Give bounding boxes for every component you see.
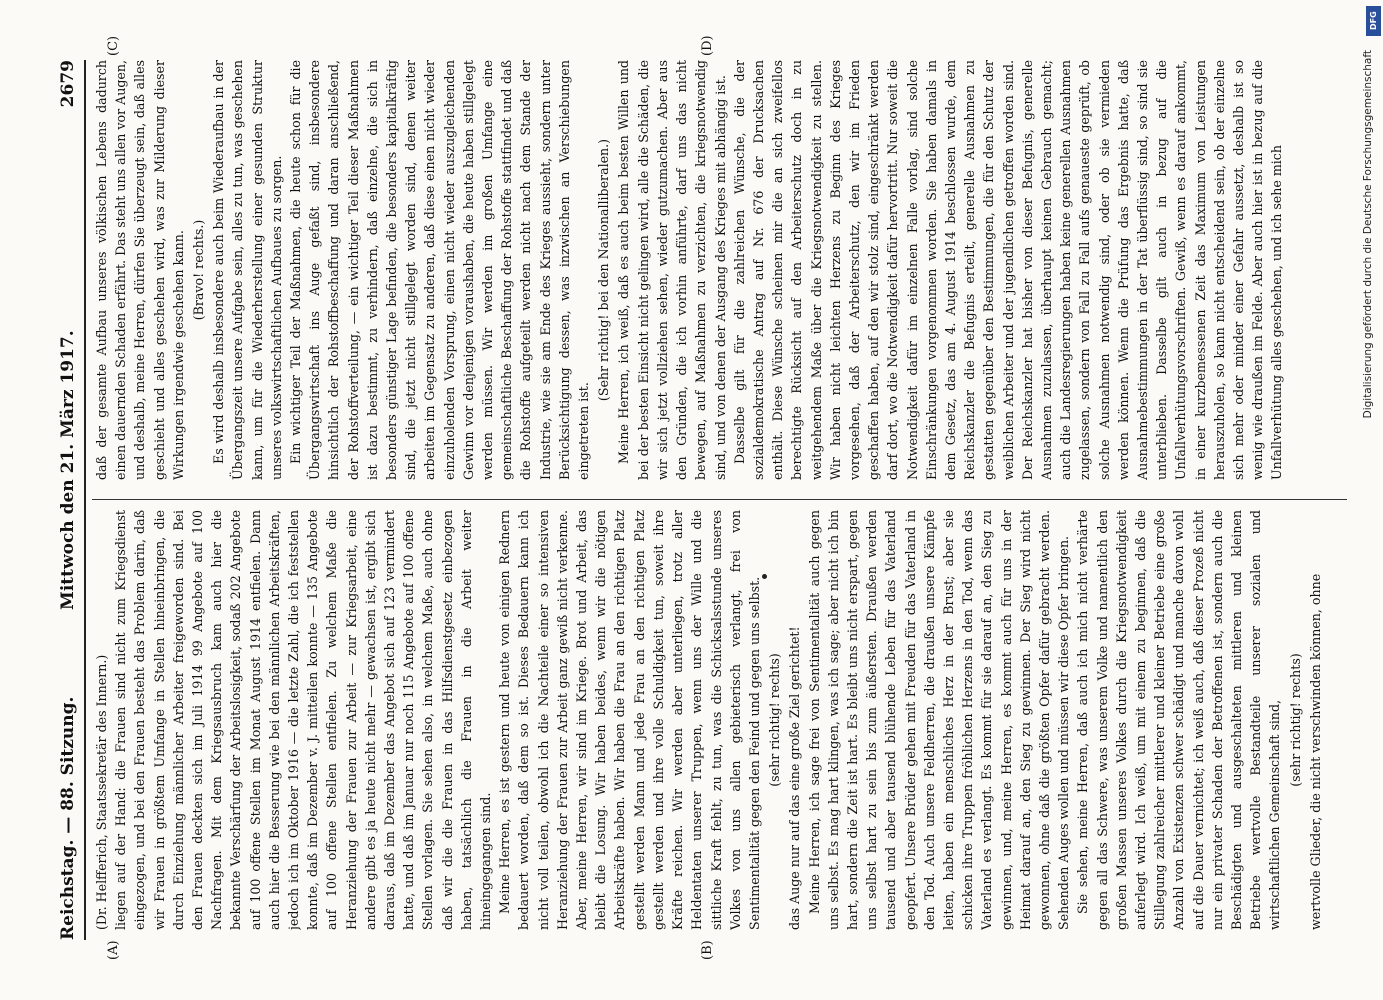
header-session: Reichstag. — 88. Sitzung. bbox=[58, 696, 78, 940]
page-header bbox=[58, 60, 82, 940]
text-column-left bbox=[92, 510, 1352, 930]
paragraph: Meine Herren, ich sage frei von Sentimentalität auch gegen uns selbst. Es mag hart klingen, was ich sage; aber nicht ich bin hart, sondern die Zeit ist hart. Es bleibt uns nicht erspart, gegen uns selbst hart zu sein bis zum äußersten. Draußen werden tausend und aber tausend blühende Leben für das Vaterland geopfert. Unsere Brüder gehen mit Freuden für das Vaterland in den Tod. Auch unsere Feldherren, die draußen unsere Kämpfe leiten, haben ein menschliches Herz in der Brust; aber sie schicken ihre Truppen fröhlichen Herzens in den Tod, wenn das Vaterland es verlangt. Es kommt für sie darauf an, den Sieg zu gewinnen, und, meine Herren, es kommt auch für uns in der Heimat darauf an, den Sieg zu gewinnen. Der Sieg wird nicht gewonnen, ohne daß die größten Opfer dafür gebracht werden. Sehenden Auges wollen und müssen wir diese Opfer bringen. bbox=[806, 510, 1072, 930]
interjection: (Bravo! rechts.) bbox=[191, 219, 207, 321]
interjection: (sehr richtig! rechts) bbox=[1287, 653, 1303, 787]
digitization-credit bbox=[1362, 10, 1382, 650]
digitization-credit-text: Digitalisierung gefördert durch die Deutsche Forschungsgemeinschaft bbox=[1362, 50, 1374, 419]
paragraph: Es wird deshalb insbesondere auch beim Wiederaufbau in der Übergangszeit unsere Aufgabe sein, alles zu tun, was geschehen kann, um für die Wiederherstellung einer gesunden Struktur unseres volkswirtschaftlichen Aufbaues zu sorgen. bbox=[211, 60, 284, 480]
paragraph: Meine Herren, es ist gestern und heute von einigen Rednern bedauert worden, daß dem so ist. Dieses Bedauern kann ich nicht voll teilen, obwohl ich die Nachteile einer so intensiven Heranziehung der Frauen zur Arbeit ganz gewiß nicht verkenne. Aber, meine Herren, wir sind im Kriege. Brot und Arbeit, das bleibt die Losung. Wir haben beides, wenn wir die nötigen Arbeitskräfte haben. Wir haben die Frau an den richtigen Platz gestellt werden Mann und jede Frau an den richtigen Platz gestellt werden und ihre volle Schuldigkeit tun, soweit ihre Kräfte reichen. Wir werden aber unterliegen, trotz aller Heldentaten unserer Truppen, wenn uns der Wille und die sittliche Kraft fehlt, zu tun, was die Schicksalsstunde unseres Volkes von uns allen gebieterisch verlangt, frei von Sentimentalität gegen den Feind und gegen uns selbst. bbox=[497, 510, 762, 930]
interjection: (Sehr richtig! bei den Nationalliberalen.) bbox=[596, 138, 612, 402]
header-rule bbox=[84, 60, 86, 940]
paragraph: das Auge nur auf das eine große Ziel gerichtet! bbox=[787, 626, 803, 930]
header-date: Mittwoch den 21. März 1917. bbox=[58, 330, 78, 610]
paragraph: daß der gesamte Aufbau unseres völkischen Lebens dadurch einen dauernden Schaden erfährt. Das steht uns allen vor Augen, und deshalb, meine Herren, dürfen Sie überzeugt sein, daß alles geschieht und alles geschehen wird, was zur Milderung dieser Wirkungen irgendwie geschehen kann. bbox=[94, 60, 186, 480]
margin-letter-b: (B) bbox=[700, 940, 715, 960]
margin-letter-a: (A) bbox=[106, 940, 121, 960]
paragraph: liegen auf der Hand: die Frauen sind nicht zum Kriegsdienst eingezogen, und bei den Frauen besteht das Problem darin, daß wir Frauen in größtem Umfange in Stellen hineinbringen, die durch Einziehung männlicher Arbeiter freigeworden sind. Bei den Frauen deckten sich im Juli 1914 99 Angebote auf 100 Nachfragen. Mit dem Kriegsausbruch kam auch hier die bekannte Verschärfung der Arbeitslosigkeit, sodaß 202 Angebote auf 100 offene Stellen im Monat August 1914 entfielen. Dann auch hier die Besserung wie bei den männlichen Arbeitskräften, jedoch ich im Oktober 1916 — die letzte Zahl, die ich feststellen konnte, daß im Dezember v. J. mitteilen konnte — 135 Angebote auf 100 offene Stellen entfielen. Zu welchem Maße die Heranziehung der Frauen zur Arbeit — zur Kriegsarbeit, eine andere gibt es ja heute nicht mehr — gewachsen ist, ergibt sich daraus, daß im Dezember das Angebot sich auf 123 vermindert hatte, und daß im Januar nur noch 115 Angebote auf 100 offene Stellen vorlagen. Sie sehen also, in welchem Maße, auch ohne daß wir die die Frauen in das Hilfsdienstgesetz einbezogen haben, tatsächlich die Frauen in die Arbeit weiter hineingegangen sind. bbox=[113, 510, 494, 930]
column-divider bbox=[92, 499, 1347, 500]
ink-dot bbox=[762, 574, 767, 579]
page-number: 2679 bbox=[58, 60, 78, 108]
paragraph: Ein wichtiger Teil der Maßnahmen, die heute schon für die Übergangswirtschaft ins Auge gefaßt sind, insbesondere hinsichtlich der Rohstoffbeschaffung und daran anschließend, der Rohstoffverteilung, — ein wichtiger Teil dieser Maßnahmen ist dazu bestimmt, zu verhindern, daß einzelne, die sich in besonders günstiger Lage befinden, die besonders kapitalkräftig sind, die jetzt nicht stillgelegt worden sind, denen weiter arbeiten im Gegensatz zu anderen, daß diese einen nicht wieder einzuholenden Vorsprung, einen nicht wieder auszugleichenden Gewinn vor denjenigen voraushaben, die heute haben stillgelegt werden müssen. Wir werden im großen Umfange eine gemeinschaftliche Beschaffung der Rohstoffe stattfindet und daß die Rohstoffe aufgeteilt werden nicht nach dem Stande der Industrie, wie sie am Ende des Krieges aussieht, sondern unter Berücksichtigung dessen, was inzwischen an Verschiebungen eingetreten ist. bbox=[288, 60, 592, 480]
paragraph: Sie sehen, meine Herren, daß auch ich mich nicht verhärte gegen all das Schwere, was unserem Volke und namentlich den großen Massen unseres Volkes durch die Kriegsnotwendigkeit auferlegt wird. Ich weiß, um mit einem zu beginnen, daß die Stillegung zahlreicher mittlerer und kleiner Betriebe eine große Anzahl von Existenzen schwer schädigt und manche davon wohl auf die Dauer vernichtet; ich weiß auch, daß dieser Prozeß nicht nur ein privater Schaden der Betroffenen ist, sondern auch die Beschädigten und ausgeschalteten mittleren und kleinen Betriebe wertvolle Bestandteile unserer sozialen und wirtschaftlichen Gemeinschaft sind, bbox=[1075, 510, 1283, 930]
margin-letter-d: (D) bbox=[700, 35, 715, 56]
dfg-logo: DFG bbox=[1366, 6, 1381, 36]
paragraph: wertvolle Glieder, die nicht verschwinden können, ohne bbox=[1307, 573, 1323, 930]
text-column-right bbox=[92, 60, 1352, 480]
margin-letter-c: (C) bbox=[106, 35, 121, 56]
interjection: (sehr richtig! rechts) bbox=[767, 653, 783, 787]
speaker-attribution: (Dr. Helfferich, Staatssekretär des Innern.) bbox=[94, 654, 109, 930]
paragraph: Dasselbe gilt für die zahlreichen Wünsche, die der sozialdemokratische Antrag auf Nr. 676 der Drucksachen enthält. Diese Wünsche scheinen mir die an sich zweifellos berechtigte Rücksicht auf den Arbeiterschutz doch in zu weitgehendem Maße über die Kriegsnotwendigkeit zu stellen. Wir haben nicht leichten Herzens zu Beginn des Krieges vorgesehen, daß der Arbeiterschutz, den wir im Frieden geschaffen haben, auf den wir stolz sind, eingeschränkt werden darf dort, wo die Notwendigkeit dafür hervortritt. Nur soweit die Notwendigkeit dafür im einzelnen Falle vorlag, sind solche Einschränkungen vorgenommen worden. Sie haben damals in dem Gesetz, das am 4. August 1914 beschlossen wurde, dem Reichskanzler die Befugnis erteilt, generelle Ausnahmen zu gestatten gegenüber den Bestimmungen, die für den Schutz der weiblichen Arbeiter und der jugendlichen getroffen worden sind. Der Reichskanzler hat bisher von dieser Befugnis, generelle Ausnahmen zuzulassen, überhaupt keinen Gebrauch gemacht; auch die Landesregierungen haben keine generellen Ausnahmen zugelassen, sondern von Fall zu Fall aufs genaueste geprüft, ob solche Ausnahmen notwendig sind, oder ob sie vermieden werden können. Wenn die Prüfung das Ergebnis hatte, daß Ausnahmebestimmungen in der Tat überflüssig sind, so sind sie unterblieben. Dasselbe gilt auch in bezug auf die Unfallverhütungsvorschriften. Gewiß, wenn es darauf ankommt, in einer kurzbemessenen Zeit das Maximum von Leistungen herauszuholen, so kann nicht entscheidend sein, ob der einzelne sich mehr oder minder einer Gefahr aussetzt, deshalb ist so wenig wie draußen im Felde. Aber auch hier ist in bezug auf die Unfallverhütung alles geschehen, und ich sehe mich bbox=[731, 60, 1285, 480]
paragraph: Meine Herren, ich weiß, daß es auch beim besten Willen und bei der besten Einsicht nicht gelingen wird, alle die Schäden, die wir sich jetzt vollziehen sehen, wieder gutzumachen. Aber aus den Gründen, die ich vorhin anführte, darf uns das nicht bewegen, auf Maßnahmen zu verzichten, die kriegsnotwendig sind, und von denen der Ausgang des Krieges mit abhängig ist. bbox=[616, 60, 728, 480]
